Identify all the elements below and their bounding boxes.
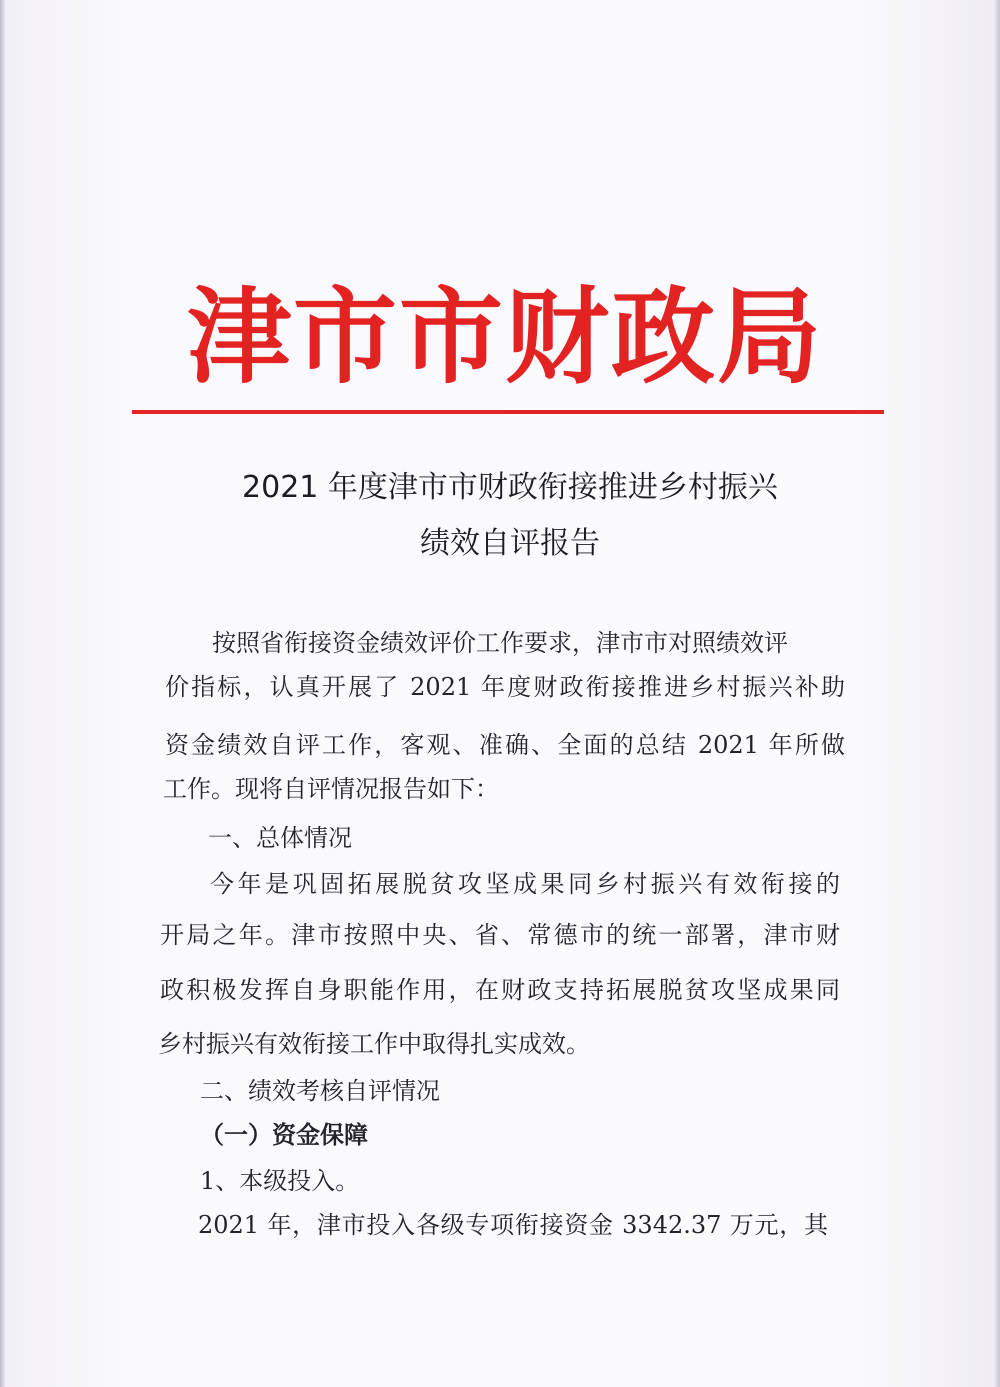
paragraph-1-line-3: 资金绩效自评工作，客观、准确、全面的总结 2021 年所做	[165, 731, 845, 759]
scan-edge-right	[994, 0, 1000, 1387]
paragraph-3-line-1: 2021 年，津市投入各级专项衔接资金 3342.37 万元，其	[198, 1211, 828, 1239]
paragraph-1-line-4: 工作。现将自评情况报告如下：	[163, 775, 499, 803]
document-title-line-2: 绩效自评报告	[420, 526, 600, 561]
letterhead-red-rule	[132, 410, 884, 414]
paragraph-2-line-1: 今年是巩固拓展脱贫攻坚成果同乡村振兴有效衔接的	[210, 870, 840, 898]
paragraph-2-line-4: 乡村振兴有效衔接工作中取得扎实成效。	[158, 1030, 590, 1058]
paragraph-1-line-1: 按照省衔接资金绩效评价工作要求，津市市对照绩效评	[212, 629, 788, 657]
paragraph-1-line-2: 价指标，认真开展了 2021 年度财政衔接推进乡村振兴补助	[165, 673, 845, 701]
section-heading-overall: 一、总体情况	[208, 824, 352, 852]
section-heading-performance: 二、绩效考核自评情况	[200, 1077, 440, 1105]
subsection-heading-funding: （一）资金保障	[200, 1120, 368, 1149]
paragraph-2-line-2: 开局之年。津市按照中央、省、常德市的统一部署，津市财	[160, 921, 840, 949]
scan-edge-left	[0, 0, 6, 1387]
document-title-line-1: 2021 年度津市市财政衔接推进乡村振兴	[242, 470, 778, 505]
paragraph-2-line-3: 政积极发挥自身职能作用，在财政支持拓展脱贫攻坚成果同	[160, 976, 840, 1004]
letterhead-org-name: 津市市财政局	[186, 276, 823, 398]
item-heading-local-investment: 1、本级投入。	[200, 1167, 360, 1195]
